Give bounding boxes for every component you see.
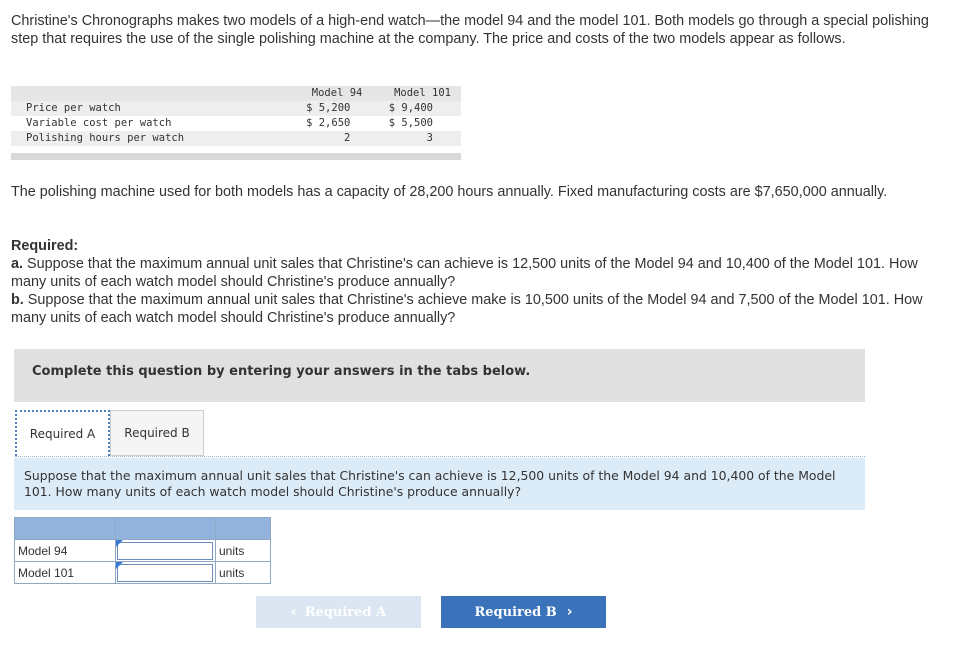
table-row <box>11 131 461 146</box>
tab-required-a[interactable]: Required A <box>15 410 110 456</box>
table-row <box>11 101 461 116</box>
required-b-text: b. Suppose that the maximum annual unit sales that Christine's achieve make is 10,500 units of the Model 94 and 7,500 of the Model 101. How many units of each watch model should Christine's produce annually? <box>11 292 923 326</box>
required-a-text: a. Suppose that the maximum annual unit sales that Christine's can achieve is 12,500 units of the Model 94 and 10,400 of the Model 101. How many units of each watch model should Christine's produce annually? <box>11 256 918 290</box>
model-94-units-input[interactable] <box>117 542 213 560</box>
instructions-banner <box>14 349 865 402</box>
required-a-label: a. <box>11 256 24 272</box>
required-heading: Required: <box>11 238 79 254</box>
col-header-model-94: Model 94 <box>283 86 362 101</box>
tab-required-b[interactable]: Required B <box>110 410 204 456</box>
row-label: Price per watch <box>11 101 283 116</box>
input-marker-icon <box>116 540 123 547</box>
cell-model-101: $ 9,400 <box>362 101 461 116</box>
cell-model-94: $ 2,650 <box>283 116 362 131</box>
cell-model-94: 2 <box>283 131 362 146</box>
price-cost-table <box>11 86 461 146</box>
required-section <box>11 237 956 327</box>
banner-text: Complete this question by entering your answers in the tabs below. <box>32 364 531 379</box>
question-prompt: Suppose that the maximum annual unit sales that Christine's can achieve is 12,500 units of the Model 94 and 10,400 of the Model 101. How many units of each watch model should Christine's produce annually? <box>14 458 865 510</box>
row-label: Variable cost per watch <box>11 116 283 131</box>
col-header-model-101: Model 101 <box>362 86 461 101</box>
cell-model-101: $ 5,500 <box>362 116 461 131</box>
answer-table-header <box>15 518 271 540</box>
answer-row-label: Model 101 <box>15 562 116 584</box>
tab-divider <box>15 456 865 457</box>
answer-row-label: Model 94 <box>15 540 116 562</box>
prev-required-a-button[interactable] <box>256 596 421 628</box>
required-b-label: b. <box>11 292 24 308</box>
next-button-label: Required B <box>474 604 557 620</box>
intro-paragraph: Christine's Chronographs makes two models of a high-end watch—the model 94 and the model 101. Both models go through a special polishing step that requires the use of the single polishing machine at the company. The price and costs of the two models appear as follows. <box>11 13 929 47</box>
chevron-left-icon: ‹ <box>290 604 297 620</box>
answer-row-unit: units <box>216 562 271 584</box>
chevron-right-icon: › <box>566 604 573 620</box>
cell-model-101: 3 <box>362 131 461 146</box>
next-required-b-button[interactable] <box>441 596 606 628</box>
answer-row-unit: units <box>216 540 271 562</box>
table-bottom-rule <box>11 153 461 160</box>
capacity-paragraph: The polishing machine used for both models has a capacity of 28,200 hours annually. Fixed manufacturing costs are $7,650,000 annually. <box>11 184 888 200</box>
answer-table <box>14 517 271 584</box>
model-101-units-input[interactable] <box>117 564 213 582</box>
input-marker-icon <box>116 562 123 569</box>
row-label: Polishing hours per watch <box>11 131 283 146</box>
prev-button-label: Required A <box>304 604 387 620</box>
table-row <box>15 562 271 584</box>
cell-model-94: $ 5,200 <box>283 101 362 116</box>
table-row <box>15 540 271 562</box>
table-row <box>11 116 461 131</box>
